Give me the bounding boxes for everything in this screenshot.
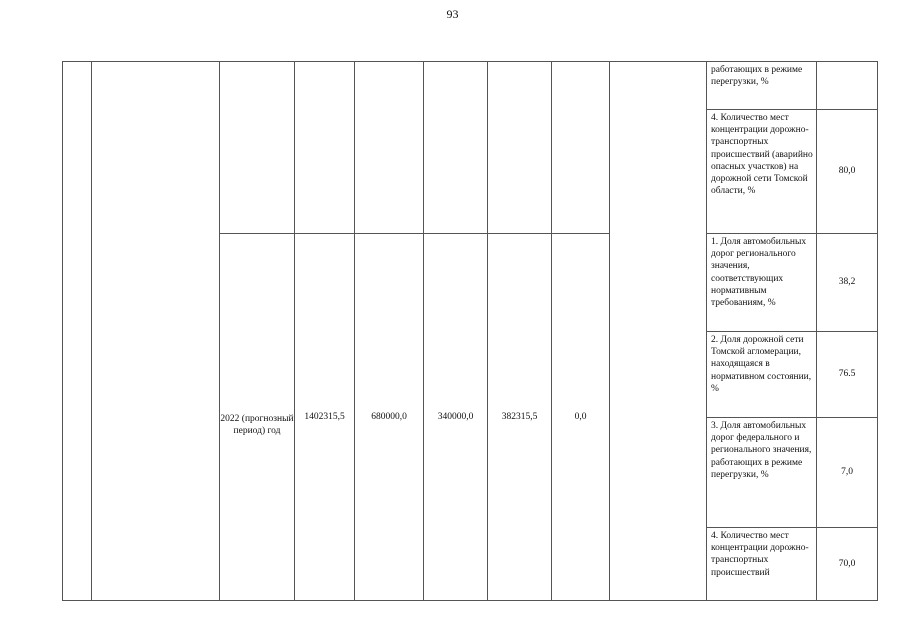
row-number-cell	[63, 62, 92, 601]
program-table	[62, 61, 878, 601]
year-cell-previous	[220, 62, 295, 234]
indicator-value	[817, 62, 878, 110]
executor-cell	[610, 62, 707, 601]
local-budget-cell-previous	[488, 62, 552, 234]
indicator-value: 80,0	[817, 110, 878, 234]
federal-budget-cell-previous	[355, 62, 424, 234]
regional-budget-cell: 340000,0	[424, 234, 488, 601]
total-amount-cell: 1402315,5	[295, 234, 355, 601]
local-budget-cell: 382315,5	[488, 234, 552, 601]
indicator-text: 1. Доля автомобильных дорог регионального значения, соответствующих нормативным требованиям, %	[707, 234, 817, 332]
regional-budget-cell-previous	[424, 62, 488, 234]
indicator-value: 7,0	[817, 418, 878, 528]
indicator-value: 38,2	[817, 234, 878, 332]
measure-name-cell	[92, 62, 220, 601]
indicator-value: 76.5	[817, 332, 878, 418]
indicator-text: 3. Доля автомобильных дорог федерального и регионального значения, работающих в режиме перегрузки, %	[707, 418, 817, 528]
other-sources-cell-previous	[552, 62, 610, 234]
total-cell-previous	[295, 62, 355, 234]
indicator-text: 2. Доля дорожной сети Томской агломерации, находящаяся в нормативном состоянии, %	[707, 332, 817, 418]
table-row	[63, 62, 878, 110]
indicator-text: работающих в режиме перегрузки, %	[707, 62, 817, 110]
other-sources-cell: 0,0	[552, 234, 610, 601]
page-number: 93	[446, 7, 459, 21]
indicator-text: 4. Количество мест концентрации дорожно-транспортных происшествий (аварийно опасных участков) на дорожной сети Томской области, %	[707, 110, 817, 234]
federal-budget-cell: 680000,0	[355, 234, 424, 601]
year-cell: 2022 (прогнозный период) год	[220, 234, 295, 601]
indicator-text: 4. Количество мест концентрации дорожно-транспортных происшествий	[707, 528, 817, 601]
indicator-value: 70,0	[817, 528, 878, 601]
